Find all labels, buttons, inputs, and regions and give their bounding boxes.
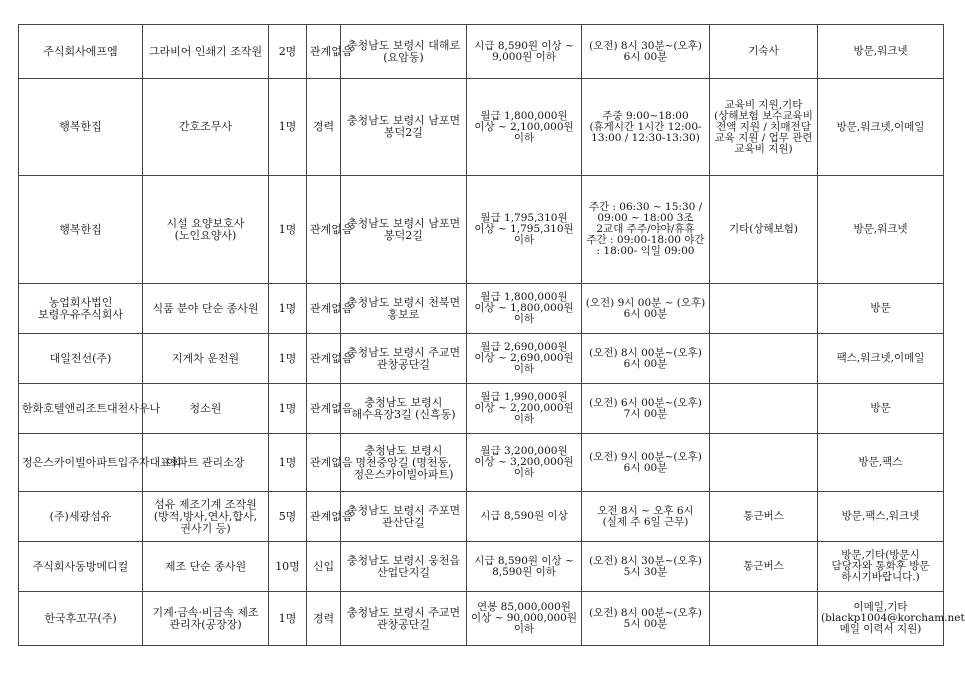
- cell-addr: 충청남도 보령시 대해로(요암동): [341, 25, 467, 79]
- cell-pay: 월급 3,200,000원 이상 ~ 3,200,000원 이하: [467, 434, 582, 492]
- cell-hours: (오전) 8시 30분~(오후) 5시 30분: [582, 542, 710, 592]
- cell-exp: 관계없음: [307, 492, 341, 542]
- cell-exp: 신입: [307, 542, 341, 592]
- cell-exp: 관계없음: [307, 25, 341, 79]
- cell-company: 한화호텔앤리조트대천사우나: [19, 384, 143, 434]
- cell-apply: 방문,워크넷: [818, 25, 944, 79]
- table-row: [19, 542, 944, 592]
- cell-addr: 충청남도 보령시 주교면 관창공단길: [341, 334, 467, 384]
- cell-exp: 관계없음: [307, 176, 341, 284]
- cell-addr: 충청남도 보령시 주포면 관산단길: [341, 492, 467, 542]
- cell-company: (주)세광섬유: [19, 492, 143, 542]
- cell-apply: 팩스,워크넷,이메일: [818, 334, 944, 384]
- cell-hours: 주중 9:00~18:00 (휴게시간 1시간 12:00-13:00 / 12:30-13:30): [582, 79, 710, 176]
- cell-apply: 방문,워크넷,이메일: [818, 79, 944, 176]
- cell-welfare: [710, 384, 818, 434]
- cell-apply: 방문: [818, 384, 944, 434]
- cell-job: 식품 분야 단순 종사원: [143, 284, 269, 334]
- cell-apply: 방문: [818, 284, 944, 334]
- cell-welfare: 교육비 지원,기타(상해보험 보수교육비 전액 지원 / 치매전담 교육 지원 / 업무 관련 교육비 지원): [710, 79, 818, 176]
- cell-exp: 관계없음: [307, 284, 341, 334]
- cell-job: 시설 요양보호사(노인요양사): [143, 176, 269, 284]
- cell-exp: 관계없음: [307, 384, 341, 434]
- cell-welfare: [710, 334, 818, 384]
- cell-job: 제조 단순 종사원: [143, 542, 269, 592]
- cell-count: 2명: [269, 25, 307, 79]
- cell-welfare: 통근버스: [710, 542, 818, 592]
- cell-hours: 주간 : 06:30 ~ 15:30 / 09:00 ~ 18:00 3조 2교대 주주/야야/휴휴 주간 : 09:00-18:00 야간 : 18:00- 익일 09:00: [582, 176, 710, 284]
- cell-exp: 경력: [307, 592, 341, 646]
- cell-company: 농업회사법인 보령우유주식회사: [19, 284, 143, 334]
- table-row: [19, 176, 944, 284]
- cell-pay: 연봉 85,000,000원 이상 ~ 90,000,000원 이하: [467, 592, 582, 646]
- table-row: [19, 79, 944, 176]
- cell-count: 1명: [269, 384, 307, 434]
- cell-company: 대일전선(주): [19, 334, 143, 384]
- cell-welfare: [710, 434, 818, 492]
- cell-count: 1명: [269, 334, 307, 384]
- cell-pay: 월급 1,990,000원 이상 ~ 2,200,000원 이하: [467, 384, 582, 434]
- cell-pay: 시급 8,590원 이상 ~ 9,000원 이하: [467, 25, 582, 79]
- cell-job: 기계·금속·비금속 제조 관리자(공장장): [143, 592, 269, 646]
- table-row: [19, 334, 944, 384]
- cell-company: 주식회사에프엠: [19, 25, 143, 79]
- cell-exp: 관계없음: [307, 334, 341, 384]
- cell-addr: 충청남도 보령시 천북면 홍보로: [341, 284, 467, 334]
- cell-addr: 충청남도 보령시 남포면 봉덕2길: [341, 176, 467, 284]
- cell-addr: 충청남도 보령시 명천중앙길 (명천동, 정은스카이빌아파트): [341, 434, 467, 492]
- cell-apply: 방문,팩스: [818, 434, 944, 492]
- cell-company: 한국후꼬꾸(주): [19, 592, 143, 646]
- cell-hours: (오전) 9시 00분 ~ (오후) 6시 00분: [582, 284, 710, 334]
- cell-exp: 관계없음: [307, 434, 341, 492]
- cell-addr: 충청남도 보령시 주교면 관창공단길: [341, 592, 467, 646]
- cell-pay: 월급 2,690,000원 이상 ~ 2,690,000원 이하: [467, 334, 582, 384]
- cell-job: 섬유 제조기계 조작원(방적,방사,연사,합사,권사기 등): [143, 492, 269, 542]
- cell-hours: (오전) 9시 00분~(오후) 6시 00분: [582, 434, 710, 492]
- cell-welfare: [710, 284, 818, 334]
- cell-addr: 충청남도 보령시 해수욕장3길 (신흑동): [341, 384, 467, 434]
- job-listing-table: [18, 24, 965, 646]
- cell-apply: 방문,기타(방문시 담당자와 통화후 방문 하시기바랍니다.): [818, 542, 944, 592]
- cell-apply: 방문,팩스,워크넷: [818, 492, 944, 542]
- job-rows: [19, 25, 965, 646]
- table-row: [19, 592, 944, 646]
- cell-welfare: 통근버스: [710, 492, 818, 542]
- cell-apply: 방문,워크넷: [818, 176, 944, 284]
- cell-job: 간호조무사: [143, 79, 269, 176]
- cell-job: 아파트 관리소장: [143, 434, 269, 492]
- cell-count: 1명: [269, 434, 307, 492]
- cell-hours: (오전) 8시 00분~(오후) 5시 00분: [582, 592, 710, 646]
- cell-count: 5명: [269, 492, 307, 542]
- table-row: [19, 492, 944, 542]
- cell-pay: 월급 1,800,000원 이상 ~ 2,100,000원 이하: [467, 79, 582, 176]
- cell-pay: 시급 8,590원 이상: [467, 492, 582, 542]
- cell-hours: (오전) 8시 30분~(오후) 6시 00분: [582, 25, 710, 79]
- cell-pay: 월급 1,800,000원 이상 ~ 1,800,000원 이하: [467, 284, 582, 334]
- cell-welfare: [710, 592, 818, 646]
- cell-company: 행복한집: [19, 176, 143, 284]
- table-row: [19, 25, 944, 79]
- job-listing-sheet: [18, 24, 965, 646]
- cell-count: 1명: [269, 592, 307, 646]
- cell-job: 그라비어 인쇄기 조작원: [143, 25, 269, 79]
- cell-hours: (오전) 6시 00분~(오후) 7시 00분: [582, 384, 710, 434]
- cell-count: 10명: [269, 542, 307, 592]
- cell-job: 청소원: [143, 384, 269, 434]
- cell-job: 지게차 운전원: [143, 334, 269, 384]
- cell-count: 1명: [269, 284, 307, 334]
- cell-hours: 오전 8시 ~ 오후 6시 (실제 주 6일 근무): [582, 492, 710, 542]
- cell-apply: 이메일,기타(blackp1004@korcham.net 메일 이력서 지원): [818, 592, 944, 646]
- cell-welfare: 기숙사: [710, 25, 818, 79]
- cell-company: 행복한집: [19, 79, 143, 176]
- cell-pay: 월급 1,795,310원 이상 ~ 1,795,310원 이하: [467, 176, 582, 284]
- table-row: [19, 384, 944, 434]
- cell-addr: 충청남도 보령시 웅천읍 산업단지길: [341, 542, 467, 592]
- table-row: [19, 284, 944, 334]
- cell-company: 주식회사동방메디컬: [19, 542, 143, 592]
- cell-count: 1명: [269, 176, 307, 284]
- table-row: [19, 434, 944, 492]
- cell-count: 1명: [269, 79, 307, 176]
- cell-pay: 시급 8,590원 이상 ~ 8,590원 이하: [467, 542, 582, 592]
- cell-company: 정은스카이빌아파트입주자대표회: [19, 434, 143, 492]
- cell-welfare: 기타(상해보험): [710, 176, 818, 284]
- cell-addr: 충청남도 보령시 남포면 봉덕2길: [341, 79, 467, 176]
- cell-exp: 경력: [307, 79, 341, 176]
- cell-hours: (오전) 8시 00분~(오후) 6시 00분: [582, 334, 710, 384]
